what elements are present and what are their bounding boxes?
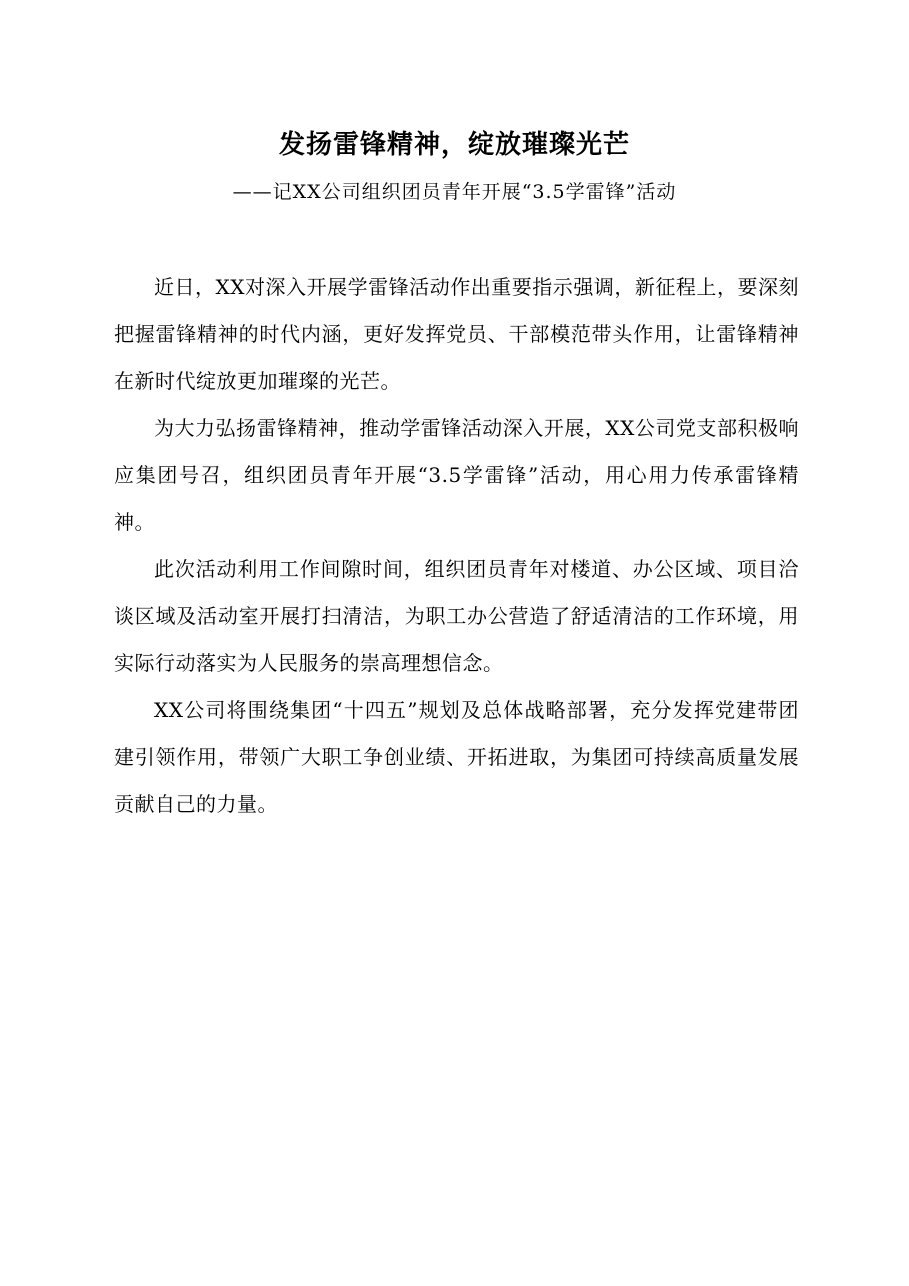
paragraph-2: 为大力弘扬雷锋精神，推动学雷锋活动深入开展，XX公司党支部积极响应集团号召，组织团员青年开展“3.5学雷锋”活动，用心用力传承雷锋精神。 xyxy=(114,416,799,534)
document-body xyxy=(114,264,799,828)
paragraph-1: 近日，XX对深入开展学雷锋活动作出重要指示强调，新征程上，要深刻把握雷锋精神的时代内涵，更好发挥党员、干部模范带头作用，让雷锋精神在新时代绽放更加璀璨的光芒。 xyxy=(114,275,799,393)
paragraph-4: XX公司将围绕集团“十四五”规划及总体战略部署，充分发挥党建带团建引领作用，带领广大职工争创业绩、开拓进取，为集团可持续高质量发展贡献自己的力量。 xyxy=(114,698,799,816)
document-title: 发扬雷锋精神，绽放璀璨光芒 xyxy=(278,130,630,160)
paragraph-3: 此次活动利用工作间隙时间，组织团员青年对楼道、办公区域、项目洽谈区域及活动室开展打扫清洁，为职工办公营造了舒适清洁的工作环境，用实际行动落实为人民服务的崇高理想信念。 xyxy=(114,557,799,675)
document-subtitle: ——记XX公司组织团员青年开展“3.5学雷锋”活动 xyxy=(232,181,677,203)
